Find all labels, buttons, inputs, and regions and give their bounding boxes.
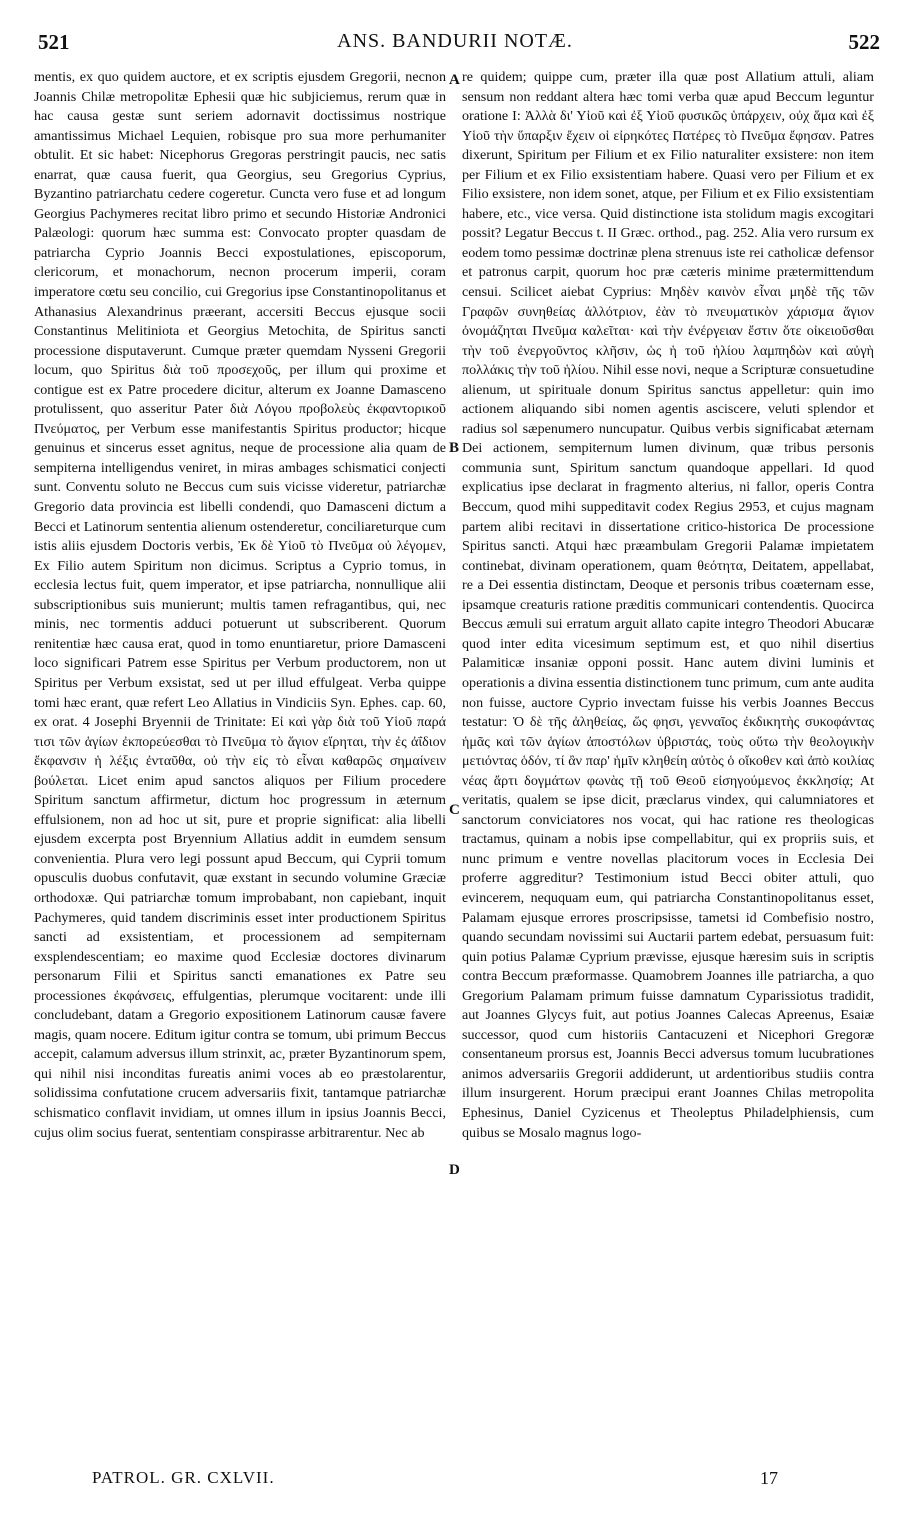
left-column-text: mentis, ex quo quidem auctore, et ex scriptis ejusdem Gregorii, necnon Joannis Chilæ metropolitæ Ephesii quæ hic subjiciemus, rerum quæ in hac causa gestæ sunt seriem adornavit doctissimus nostrique amantissimus Michael Lequien, robisque pro sua more perhumaniter obtulit. Et sic habet: Nicephorus Gregoras perstringit paucis, nec satis enarrat, quæ causa fuerit, qua Georgius, seu Gregorius Cyprius, Byzantino patriarchatu cedere cogeretur. Cuncta vero fuse et ad longum Georgius Pachymeres recitat libro primo et secundo Historiæ Andronici Palæologi: quorum hæc summa est: Convocato propter quasdam de patriarcha Cyprio Joannis Becci expostulationes, episcoporum, clericorum, et monachorum, necnon procerum imperii, coram imperatore cœtu seu concilio, cui Gregorius ipse Constantinopolitanus et Athanasius Alexandrinus præerant, accersiti Beccus ejusque socii Constantinus Melitiniota et Georgius Metochita, de Spiritus sancti processione disputaverunt. Cumque præter quemdam Nysseni Gregorii locum, quo Spiritus διὰ τοῦ προσεχοῦς, per illum qui proxime et contigue est ex Patre procedere dicitur, alterum ex Joanne Damasceno protulissent, quo asseritur Pater διὰ Λόγου προβολεὺς ἐκφαντορικοῦ Πνεύματος, per Verbum esse manifestantis Spiritus productor; hicque genuinus et sincerus esset agnitus, neque de processione alia quam de sempiterna intelligendus veniret, in miras ambages schismatici conjecti sunt. Conventu soluto ne Beccus cum suis vicisse videretur, patriarchæ Gregorio data provincia est libelli condendi, quo Damasceni dictum a Becci et Latinorum sententia alienum ostenderetur, conciliareturque cum istis aliis ejusdem Doctoris verbis, Ἐκ δὲ Υἱοῦ τὸ Πνεῦμα οὐ λέγομεν, Ex Filio autem Spiritum non dicimus. Scriptus a Cyprio tomus, in ecclesia lectus fuit, quem imperator, et ipse patriarcha, nonnullique alii subscriptionibus suis munierunt; multis tamen refragantibus, qui, nec minis, nec tormentis adduci potuerunt ut subscriberent. Quorum renitentiæ hæc causa erat, quod in tomo enuntiaretur, priore Damasceni loco significari Patrem esse Spiritus per Verbum productorem, non ut Spiritus per Verbum exsistat, sed ut per illud effulgeat. Verba quippe tomi hæc erant, quæ refert Leo Allatius in Vindiciis Syn. Ephes. cap. 60, ex orat. 4 Josephi Bryennii de Trinitate: Εἰ καὶ γὰρ διὰ τοῦ Υἱοῦ παρά τισι τῶν ἁγίων ἐκπορεύεσθαι τὸ Πνεῦμα τὸ ἅγιον εἴρηται, τὴν ἐς ἀΐδιον ἔκφανσιν ἡ λέξις ἐνταῦθα, οὐ τὴν εἰς τὸ εἶναι καθαρῶς σημαίνειν βούλεται. Licet enim apud sanctos aliquos per Filium procedere Spiritum sanctum affirmetur, dictum hoc progressum in æternum effulsionem, non ad hoc ut sit, pure et proprie significat: alia libelli ejusdem excerpta post Bryennium Allatius addit in eumdem sensum convenientia. Plura vero legi possunt apud Beccum, qui Cyprii tomum opusculis duobus confutavit, quæ exstant in secundo volumine Græciæ orthodoxæ. Qui patriarchæ tomum improbabant, non capiebant, inquit Pachymeres, quid tandem discriminis esset inter productionem Spiritus sancti ad exsistentiam, et processionem ad sempiternam exsplendescentiam; eo maxime quod Ecclesiæ doctores divinarum personarum Filii et Spiritus sancti emanationes ex Patre seu processiones ἐκφάνσεις, effulgentias, plerumque vocitarent: unde illi concludebant, datam a Gregorio expositionem Latinorum causæ favere magis, quam nocere. Editum igitur contra se tomum, ubi primum Beccus accepit, calamum adversus illum strinxit, ac, præter Byzantinorum spem, qui nihil nisi inconditas fureatis animi voces ab eo præstolarentur, solidissima confutatione crucem adversariis fixit, tantamque patriarchæ schismatico conflavit invidiam, ut omnes illum in ipsius Joannis Becci, cujus olim socius fuerat, sententiam conspirasse arbitrarentur. Nec ab [34,69,446,1141]
section-marker-b: B [449,440,460,456]
page-number-left: 521 [38,30,70,54]
running-title: ANS. BANDURII NOTÆ. [337,30,573,52]
text-column-left [34,68,446,1463]
footer-signature: PATROL. GR. CXLVII. [92,1468,275,1487]
text-column-right [462,68,874,1463]
section-marker-a: A [449,72,460,88]
section-marker-c: C [449,802,460,818]
section-marker-d: D [449,1162,460,1178]
footer-sheet-number: 17 [760,1468,778,1488]
page-number-right: 522 [848,30,880,54]
page-header [30,30,880,60]
right-column-text: re quidem; quippe cum, præter illa quæ post Allatium attuli, aliam sensum non reddant altera hæc tomi verba quæ apud Beccum leguntur oratione I: Ἀλλὰ δι' Υἱοῦ καὶ ἐξ Υἱοῦ φυσικῶς ὑπάρχειν, οὐχ ἅμα καὶ ἐξ Υἱοῦ τὴν ὕπαρξιν ἔχειν οἱ εἰρηκότες Πατέρες τὸ Πνεῦμα ἔφησαν. Patres dixerunt, Spiritum per Filium et ex Filio naturaliter exsistere: non item per Filium et ex Filio exsistentiam habere. Quasi vero per Filium et ex Filio exsistere, non idem sonet, atque, per Filium et ex Filio exsistentiam habere, etc., vice versa. Quid distinctione ista stolidum magis excogitari possit? Legatur Beccus t. II Græc. orthod., pag. 252. Alia vero rursum ex eodem tomo pessimæ doctrinæ plena strenuus iste rei catholicæ defensor et patronus carpit, quorum hoc præ cæteris minime prætermittendum censui. Scilicet aiebat Cyprius: Μηδὲν καινὸν εἶναι μηδὲ τῆς τῶν Γραφῶν συνηθείας ἀλλότριον, ἐὰν τὸ πνευματικὸν χάρισμα ἅγιον ὀνομάζηται Πνεῦμα καλεῖται· καὶ τὴν ἐνέργειαν ἔστιν ὅτε οἰκειοῦσθαι τὴν τοῦ ἐνεργοῦντος κλῆσιν, ὡς ἡ τοῦ ἡλίου λαμπηδὼν καὶ αὐγὴ πολλάκις τὴν τοῦ ἡλίου. Nihil esse novi, neque a Scripturæ consuetudine alienum, ut spirituale donum Spiritus sanctus appelletur: quin imo actionem aliquando sibi nomen agentis asciscere, veluti splendor et radius sol sæpenumero nuncupatur. Quibus verbis significabat æternam Dei actionem, sempiternum lumen divinum, quæ tribus personis communia sunt, Spiritum sanctum quandoque appellari. Id quod explicatius ipse declarat in fragmento alterius, ni fallor, operis Contra Beccum, quod mihi suppeditavit codex Regius 2953, et cujus magnam partem alibi recitavi in dissertatione critico-historica De processione Spiritus sancti. Atqui hæc præambulam Gregorii Palamæ impietatem continebat, divinam operationem, quam θεότητα, Deitatem, appellabat, re a Dei essentia distinctam, Deoque et personis tribus coæternam esse, ipsamque creaturis ratione præditis communicari contendentis. Quocirca Beccus æmuli sui erratum arguit allato capite integro Theodori Abucaræ quod inter edita vicesimum septimum est, et quo nihil disertius Palamiticæ insaniæ opponi possit. Hanc autem divini luminis et operationis a divina essentia distinctionem tunc primum, cum ante audita non fuisse, auctore Cyprio invectam fuisse his verbis Joannes Beccus testatur: Ὁ δὲ τῆς ἀληθείας, ὥς φησι, γενναῖος ἐκδικητὴς συκοφάντας ἡμᾶς καὶ τῶν ἁγίων ἀποστόλων ὑβριστάς, τοὺς οὕτω τὴν θεολογικὴν μετιόντας ὁδόν, τί ἂν παρ' ἡμῖν κληθείη αὐτὸς ὁ οἴκοθεν καὶ ἀπὸ κοιλίας νέας ἄρτι δογμάτων φωνὰς τῇ τοῦ Θεοῦ εἰσηγούμενος ἐκκλησίᾳ; At veritatis, qualem se ipse dicit, præclarus vindex, qui calumniatores et sanctorum conviciatores nos vocat, qui hac ratione res theologicas tractamus, quinam a nobis ipse compellabitur, qui ex propriis suis, et nunc primum e ventre novellas placitorum voces in Ecclesia Dei proferre aggreditur? Testimonium istud Becci obiter attuli, quo evincerem, neququam eum, qui patriarcha Constantinopolitanus esset, Palamam ejusque errores proscripsisse, tametsi id Combefisio nostro, quando secundam novissimi sui Auctarii partem edebat, persuasum fuit: quin potius Palamæ Cyprium prævisse, ejusque hæresim suis in scriptis contra Beccum præformasse. Quamobrem Joannes ille patriarcha, a quo Gregorium Palamam primum fuisse damnatum Cyparissiotus tradidit, aut Joannes Glycys fuit, aut potius Joannes Calecas Apreenus, Esaiæ successor, quod cum historiis Cantacuzeni et Nicephori Gregoræ consentaneum prorsus est, Joannis Becci adversus tomum lucubrationes animos adversariis Gregorii addiderunt, ut ardentioribus studiis contra illum insurgerent. Horum præcipui erant Joannes Chilas metropolita Ephesinus, Daniel Cyzicenus et Theoleptus Philadelphiensis, cum quibus se Mosalo magnus logo- [462,69,874,1141]
